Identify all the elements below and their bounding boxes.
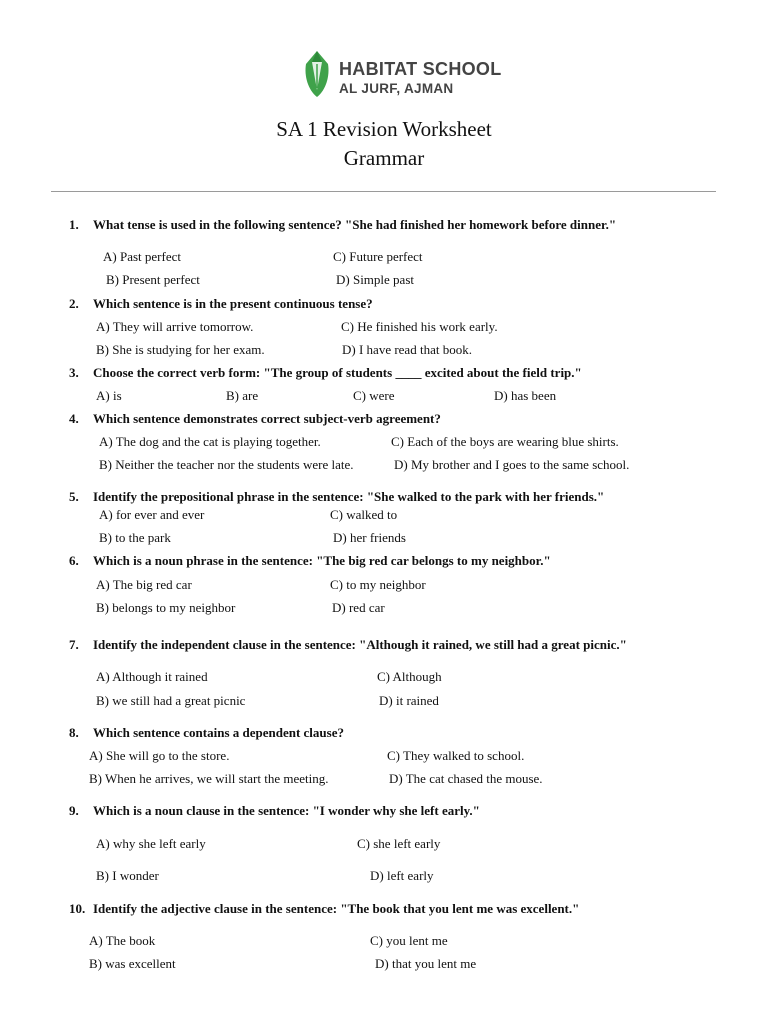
option-c: C) walked to xyxy=(330,507,398,522)
option-a: A) is xyxy=(96,388,122,403)
question-number: 2. xyxy=(69,296,79,311)
school-logo xyxy=(304,50,514,100)
question-text: What tense is used in the following sentence? "She had finished her homework before dinner." xyxy=(93,217,617,232)
worksheet-subject: Grammar xyxy=(343,146,425,170)
option-d: D) I have read that book. xyxy=(342,342,472,357)
option-c: C) were xyxy=(353,388,395,403)
option-c: C) you lent me xyxy=(370,933,448,948)
option-c: C) Although xyxy=(377,669,442,684)
option-d: D) it rained xyxy=(379,693,439,708)
option-d: D) red car xyxy=(332,600,385,615)
question-text: Which sentence demonstrates correct subject-verb agreement? xyxy=(93,411,441,426)
option-a: A) The book xyxy=(89,933,156,948)
option-c: C) Future perfect xyxy=(333,249,423,264)
school-location: AL JURF, AJMAN xyxy=(339,81,454,96)
option-b: B) belongs to my neighbor xyxy=(96,600,236,615)
leaf-pencil-icon xyxy=(304,50,330,98)
question-text: Which sentence is in the present continuous tense? xyxy=(93,296,373,311)
question-text: Identify the prepositional phrase in the sentence: "She walked to the park with her friends." xyxy=(93,489,605,504)
option-b: B) are xyxy=(226,388,259,403)
question-text: Choose the correct verb form: "The group of students ____ excited about the field trip." xyxy=(93,365,582,380)
question-number: 3. xyxy=(69,365,79,380)
question-number: 10. xyxy=(69,901,86,916)
question-text: Identify the adjective clause in the sentence: "The book that you lent me was excellent." xyxy=(93,901,580,916)
option-b: B) She is studying for her exam. xyxy=(96,342,265,357)
option-b: B) was excellent xyxy=(89,956,176,971)
question-text: Which is a noun clause in the sentence: "I wonder why she left early." xyxy=(93,803,480,818)
question-text: Which sentence contains a dependent clause? xyxy=(93,725,344,740)
option-d: D) My brother and I goes to the same school. xyxy=(394,457,630,472)
option-a: A) They will arrive tomorrow. xyxy=(96,319,254,334)
option-a: A) Past perfect xyxy=(103,249,181,264)
option-a: A) The big red car xyxy=(96,577,192,592)
option-d: D) has been xyxy=(494,388,557,403)
question-number: 4. xyxy=(69,411,79,426)
question-number: 5. xyxy=(69,489,79,504)
option-b: B) When he arrives, we will start the meeting. xyxy=(89,771,329,786)
question-text: Identify the independent clause in the sentence: "Although it rained, we still had a great picnic." xyxy=(93,637,627,652)
option-c: C) to my neighbor xyxy=(330,577,426,592)
question-text: Which is a noun phrase in the sentence: "The big red car belongs to my neighbor." xyxy=(93,553,551,568)
question-number: 9. xyxy=(69,803,79,818)
option-d: D) left early xyxy=(370,868,434,883)
option-c: C) she left early xyxy=(357,836,441,851)
option-b: B) I wonder xyxy=(96,868,159,883)
option-a: A) The dog and the cat is playing together. xyxy=(99,434,321,449)
option-d: D) her friends xyxy=(333,530,406,545)
option-d: D) that you lent me xyxy=(375,956,477,971)
option-c: C) They walked to school. xyxy=(387,748,525,763)
header-divider xyxy=(51,191,716,192)
option-b: B) Present perfect xyxy=(106,272,200,287)
question-number: 7. xyxy=(69,637,79,652)
question-number: 1. xyxy=(69,217,79,232)
option-b: B) Neither the teacher nor the students were late. xyxy=(99,457,354,472)
option-b: B) to the park xyxy=(99,530,171,545)
option-d: D) The cat chased the mouse. xyxy=(389,771,543,786)
question-number: 6. xyxy=(69,553,79,568)
option-a: A) Although it rained xyxy=(96,669,208,684)
option-a: A) She will go to the store. xyxy=(89,748,230,763)
question-number: 8. xyxy=(69,725,79,740)
school-name: HABITAT SCHOOL xyxy=(339,59,502,79)
option-a: A) why she left early xyxy=(96,836,206,851)
option-c: C) Each of the boys are wearing blue shirts. xyxy=(391,434,619,449)
option-a: A) for ever and ever xyxy=(99,507,205,522)
worksheet-title: SA 1 Revision Worksheet xyxy=(276,117,492,141)
option-d: D) Simple past xyxy=(336,272,414,287)
option-c: C) He finished his work early. xyxy=(341,319,498,334)
option-b: B) we still had a great picnic xyxy=(96,693,246,708)
